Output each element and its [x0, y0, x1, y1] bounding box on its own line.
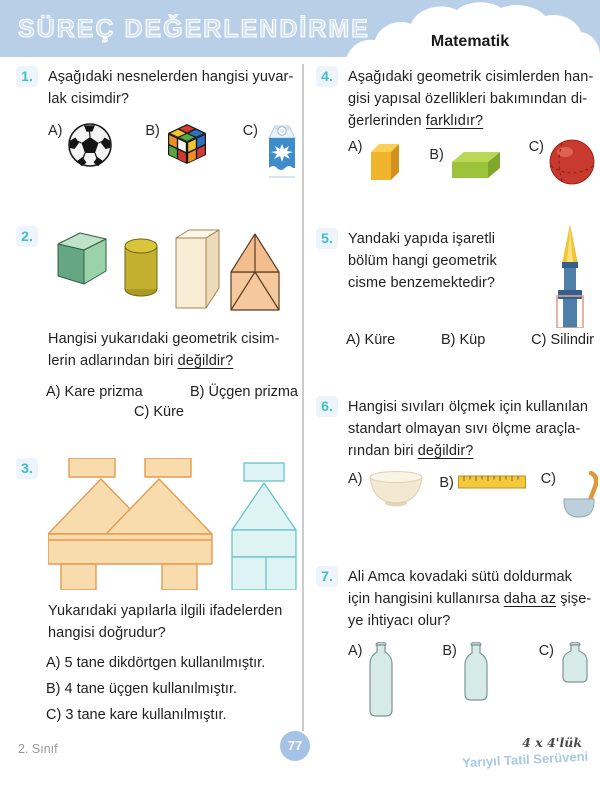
q5-option-a: A) Küre	[346, 332, 396, 348]
q7-option-c: C)	[539, 642, 592, 718]
q3-option-c: C) 3 tane kare kullanılmıştır.	[46, 707, 227, 723]
block-structures-image	[48, 458, 300, 590]
q5-option-c: C) Silindir	[531, 332, 594, 348]
cube-icon	[58, 233, 106, 284]
page-title: SÜREÇ DEĞERLENDİRME	[18, 15, 370, 43]
question-3-text: Yukarıdaki yapılarla ilgili ifadelerden hangisi doğrudur?	[48, 603, 283, 641]
subseries-label: Yarıyıl Tatil Serüveni	[461, 748, 589, 771]
question-5-text: Yandaki yapıda işaretli bölüm hangi geometrik cisme benzemektedir?	[348, 231, 497, 291]
orange-structure-icon	[48, 458, 212, 590]
question-1-text: Aşağıdaki nesnelerden hangisi yuvar-lak cisimdir?	[48, 69, 294, 107]
red-sphere-icon	[548, 138, 596, 186]
q2-option-a: A) Kare prizma	[46, 384, 143, 400]
question-1	[16, 66, 302, 182]
small-bottle-icon	[558, 642, 592, 684]
question-4	[316, 66, 596, 186]
right-column	[316, 62, 596, 800]
q3-option-b: B) 4 tane üçgen kullanılmıştır.	[46, 681, 238, 697]
subject-title: Matematik	[430, 33, 510, 50]
cloud-shape	[345, 0, 600, 62]
question-2-text: Hangisi yukarıdaki geometrik cisim-lerin adlarından biri değildir?	[48, 331, 280, 369]
question-5	[316, 228, 596, 348]
q2-option-c: C) Küre	[134, 404, 184, 420]
triangular-prism-icon	[231, 234, 279, 310]
q1-option-b: B)	[145, 122, 210, 182]
q6-option-c: C)	[541, 470, 598, 522]
q7-option-a: A)	[348, 642, 395, 718]
column-divider	[302, 64, 304, 731]
question-2-number: 2.	[16, 226, 38, 247]
series-label: 4 x 4'lük	[522, 735, 582, 750]
cyan-structure-icon	[232, 463, 296, 590]
grade-label: 2. Sınıf	[18, 742, 58, 756]
page-number-badge: 77	[280, 731, 310, 761]
question-7-number: 7.	[316, 566, 338, 587]
question-4-number: 4.	[316, 66, 338, 87]
question-4-text: Aşağıdaki geometrik cisimlerden han-gisi yapısal özellikleri bakımından di-ğerlerinden farklıdır?	[348, 69, 594, 129]
geometric-solids-image	[48, 226, 283, 316]
question-5-number: 5.	[316, 228, 338, 249]
q1-option-a: A)	[48, 122, 113, 182]
q7-option-b: B)	[442, 642, 491, 718]
q4-option-b: B)	[429, 146, 502, 186]
question-2	[16, 226, 302, 420]
question-6-text: Hangisi sıvıları ölçmek için kullanılan standart olmayan sıvı ölçme araçla-rından biri değildir?	[348, 399, 589, 459]
medium-bottle-icon	[461, 642, 491, 702]
bowl-icon	[367, 470, 425, 508]
q3-option-a: A) 5 tane dikdörtgen kullanılmıştır.	[46, 655, 266, 671]
question-6	[316, 396, 596, 522]
cylinder-icon	[125, 239, 157, 296]
q6-option-a: A)	[348, 470, 425, 522]
left-column	[16, 62, 302, 800]
question-6-number: 6.	[316, 396, 338, 417]
question-1-number: 1.	[16, 66, 38, 87]
q6-option-b: B)	[439, 474, 526, 522]
q1-option-c: C)	[243, 122, 302, 182]
yellow-prism-icon	[367, 138, 403, 184]
tall-bottle-icon	[367, 642, 395, 718]
question-7	[316, 566, 596, 718]
rubiks-cube-icon	[164, 122, 210, 168]
rectangular-prism-icon	[176, 230, 219, 308]
q4-option-c: C)	[529, 138, 596, 186]
q5-option-b: B) Küp	[440, 332, 486, 348]
ladle-icon	[560, 470, 598, 522]
ruler-icon	[458, 474, 526, 490]
minaret-icon	[546, 224, 594, 328]
question-3	[16, 458, 302, 728]
soccer-ball-icon	[67, 122, 113, 168]
q4-option-a: A)	[348, 138, 403, 186]
question-7-text: Ali Amca kovadaki sütü doldurmak için hangisini kullanırsa daha az şişe-ye ihtiyacı olur?	[348, 569, 592, 629]
green-prism-icon	[448, 146, 502, 180]
q2-option-b: B) Üçgen prizma	[190, 384, 298, 400]
question-3-number: 3.	[16, 458, 38, 479]
milk-carton-icon	[262, 122, 302, 182]
